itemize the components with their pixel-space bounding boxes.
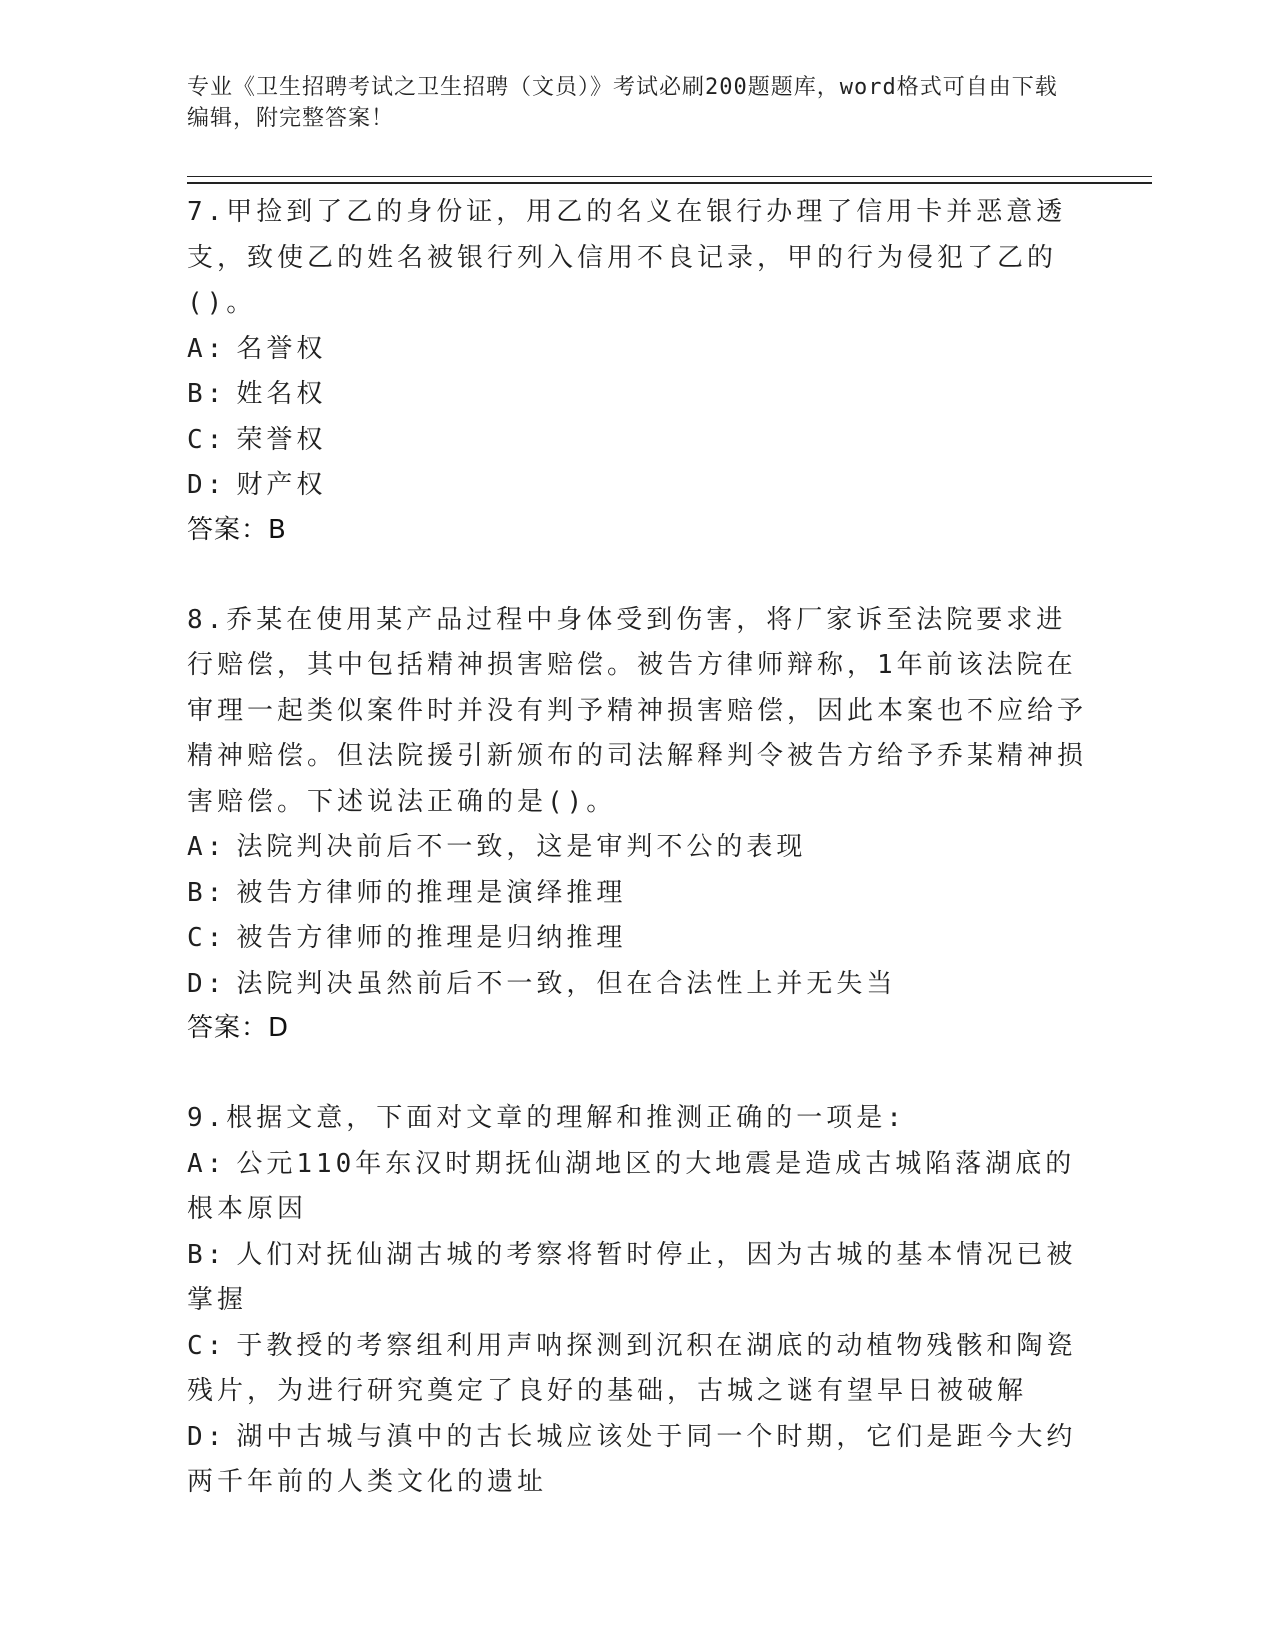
option-letter: A: xyxy=(187,832,227,862)
option-letter: A: xyxy=(187,1148,227,1179)
answer-line: 答案：D xyxy=(187,1013,290,1043)
question-9 xyxy=(187,1096,1087,1506)
option-letter: B: xyxy=(187,877,227,908)
question-list xyxy=(187,190,1087,1553)
option-text: 于教授的考察组利用声呐探测到沉积在湖底的动植物残骸和陶瓷残片，为进行研究奠定了良好的基础，古城之谜有望早日被破解 xyxy=(187,1330,1077,1406)
option-letter: A: xyxy=(187,333,227,364)
option-text: 湖中古城与滇中的古长城应该处于同一个时期，它们是距今大约两千年前的人类文化的遗址 xyxy=(187,1421,1077,1497)
question-7 xyxy=(187,190,1087,551)
option-text: 被告方律师的推理是演绎推理 xyxy=(236,877,627,908)
option-text: 被告方律师的推理是归纳推理 xyxy=(236,923,627,953)
question-8 xyxy=(187,598,1087,1050)
option-letter: C: xyxy=(187,1330,227,1361)
option-text: 姓名权 xyxy=(236,379,327,409)
option-letter: D: xyxy=(187,1421,227,1452)
option-text: 法院判决虽然前后不一致，但在合法性上并无失当 xyxy=(236,968,897,999)
option-c xyxy=(187,418,1087,464)
option-letter: B: xyxy=(187,1239,227,1270)
option-text: 法院判决前后不一致，这是审判不公的表现 xyxy=(236,832,807,862)
question-text: 8.乔某在使用某产品过程中身体受到伤害，将厂家诉至法院要求进行赔偿，其中包括精神损害赔偿。被告方律师辩称，1年前该法院在审理一起类似案件时并没有判予精神损害赔偿，因此本案也不应给予精神赔偿。但法院援引新颁布的司法解释判令被告方给予乔某精神损害赔偿。下述说法正确的是()。 xyxy=(187,604,1088,817)
option-text: 财产权 xyxy=(236,470,327,500)
header-divider-thin xyxy=(187,176,1152,177)
option-c xyxy=(187,1324,1087,1415)
question-text: 7.甲捡到了乙的身份证，用乙的名义在银行办理了信用卡并恶意透支，致使乙的姓名被银行列入信用不良记录，甲的行为侵犯了乙的()。 xyxy=(187,197,1067,318)
option-a xyxy=(187,1142,1087,1233)
option-c xyxy=(187,916,1087,962)
option-text: 公元110年东汉时期抚仙湖地区的大地震是造成古城陷落湖底的根本原因 xyxy=(187,1148,1076,1224)
option-letter: B: xyxy=(187,379,227,409)
option-d xyxy=(187,962,1087,1008)
option-letter: D: xyxy=(187,470,227,500)
option-text: 人们对抚仙湖古城的考察将暂时停止，因为古城的基本情况已被掌握 xyxy=(187,1239,1077,1315)
option-d xyxy=(187,463,1087,509)
option-text: 名誉权 xyxy=(236,333,327,364)
option-letter: D: xyxy=(187,968,227,999)
document-header: 专业《卫生招聘考试之卫生招聘（文员）》考试必刷200题题库，word格式可自由下载编辑，附完整答案！ xyxy=(187,75,1058,131)
option-letter: C: xyxy=(187,424,227,455)
option-d xyxy=(187,1415,1087,1506)
question-text: 9.根据文意，下面对文章的理解和推测正确的一项是: xyxy=(187,1103,906,1133)
header-divider-thick xyxy=(187,182,1152,184)
answer-line: 答案：B xyxy=(187,514,287,545)
option-b xyxy=(187,372,1087,418)
option-a xyxy=(187,327,1087,373)
option-text: 荣誉权 xyxy=(236,424,327,455)
option-letter: C: xyxy=(187,923,227,953)
option-b xyxy=(187,871,1087,917)
option-b xyxy=(187,1233,1087,1324)
option-a xyxy=(187,825,1087,871)
